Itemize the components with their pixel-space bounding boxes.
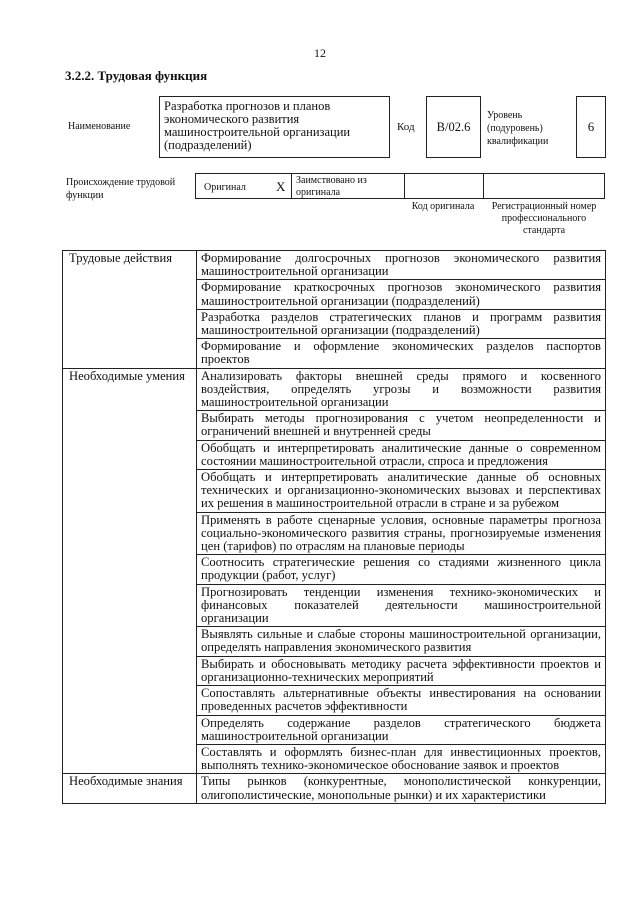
row-item: Применять в работе сценарные условия, основные параметры прогноза социально-экономического развития страны, прогнозируемые изменения цен (тарифов) по отраслям на плановые периоды [197,512,606,555]
row-item: Выявлять сильные и слабые стороны машиностроительной организации, определять направления экономического развития [197,627,606,656]
code-box [426,96,481,158]
divider [291,173,292,199]
origin-label: Происхождение трудовой функции [66,177,176,201]
row-item: Анализировать факторы внешней среды прямого и косвенного воздействия, определять угрозы и возможности развития машиностроительной организации [197,368,606,411]
row-item: Типы рынков (конкурентные, монополистической конкуренции, олигополистические, монопольные рынки) и их характеристики [197,774,606,803]
row-item: Соотносить стратегические решения со стадиями жизненного цикла продукции (работ, услуг) [197,555,606,584]
row-item: Определять содержание разделов стратегического бюджета машиностроительной организации [197,715,606,744]
divider [404,173,405,199]
original-label: Оригинал [204,182,246,193]
function-details-table [62,250,606,804]
level-value: 6 [587,119,595,134]
row-item: Формирование краткосрочных прогнозов экономического развития машиностроительной организации (подразделений) [197,280,606,309]
section-title: 3.2.2. Трудовая функция [65,68,208,83]
row-item: Формирование и оформление экономических разделов паспортов проектов [197,339,606,368]
row-item: Выбирать методы прогнозирования с учетом неопределенности и ограничений внешней и внутренней среды [197,411,606,440]
row-heading: Трудовые действия [63,251,197,369]
row-item: Разработка разделов стратегических планов и программ развития машиностроительной организации (подразделений) [197,309,606,338]
code-original-caption: Код оригинала [411,201,475,212]
code-value: B/02.6 [436,119,471,134]
code-label: Код [397,121,415,133]
row-item: Составлять и оформлять бизнес-план для инвестиционных проектов, выполнять технико-экономическое обоснование заявок и проектов [197,744,606,773]
row-item: Сопоставлять альтернативные объекты инвестирования на основании проведенных расчетов эффективности [197,686,606,715]
row-item: Обобщать и интерпретировать аналитические данные о современном состоянии машиностроительной отрасли, спроса и предложения [197,440,606,469]
row-item: Выбирать и обосновывать методику расчета эффективности проектов и организационно-технических мероприятий [197,656,606,685]
row-item: Прогнозировать тенденции изменения технико-экономических и финансовых показателей деятельности машиностроительной организации [197,584,606,627]
borrowed-label: Заимствовано из оригинала [296,175,367,198]
name-label: Наименование [68,121,131,132]
origin-table [195,173,605,199]
table-row [63,368,606,411]
page-number: 12 [314,46,326,60]
registration-caption: Регистрационный номер профессионального стандарта [491,201,597,236]
row-item: Формирование долгосрочных прогнозов экономического развития машиностроительной организации [197,251,606,280]
function-name-box [159,96,390,158]
row-heading: Необходимые умения [63,368,197,774]
row-heading: Необходимые знания [63,774,197,803]
function-name: Разработка прогнозов и планов экономического развития машиностроительной организации (подразделений) [164,99,351,152]
level-label: Уровень (подуровень) квалификации [487,110,549,147]
table-row [63,774,606,803]
level-box [576,96,606,158]
table-row [63,251,606,280]
row-item: Обобщать и интерпретировать аналитические данные об основных технических и организационно-экономических вызовах и перспективах их решения в машиностроительной отрасли в стране и за рубежом [197,470,606,513]
original-mark: X [276,179,286,194]
divider [483,173,484,199]
